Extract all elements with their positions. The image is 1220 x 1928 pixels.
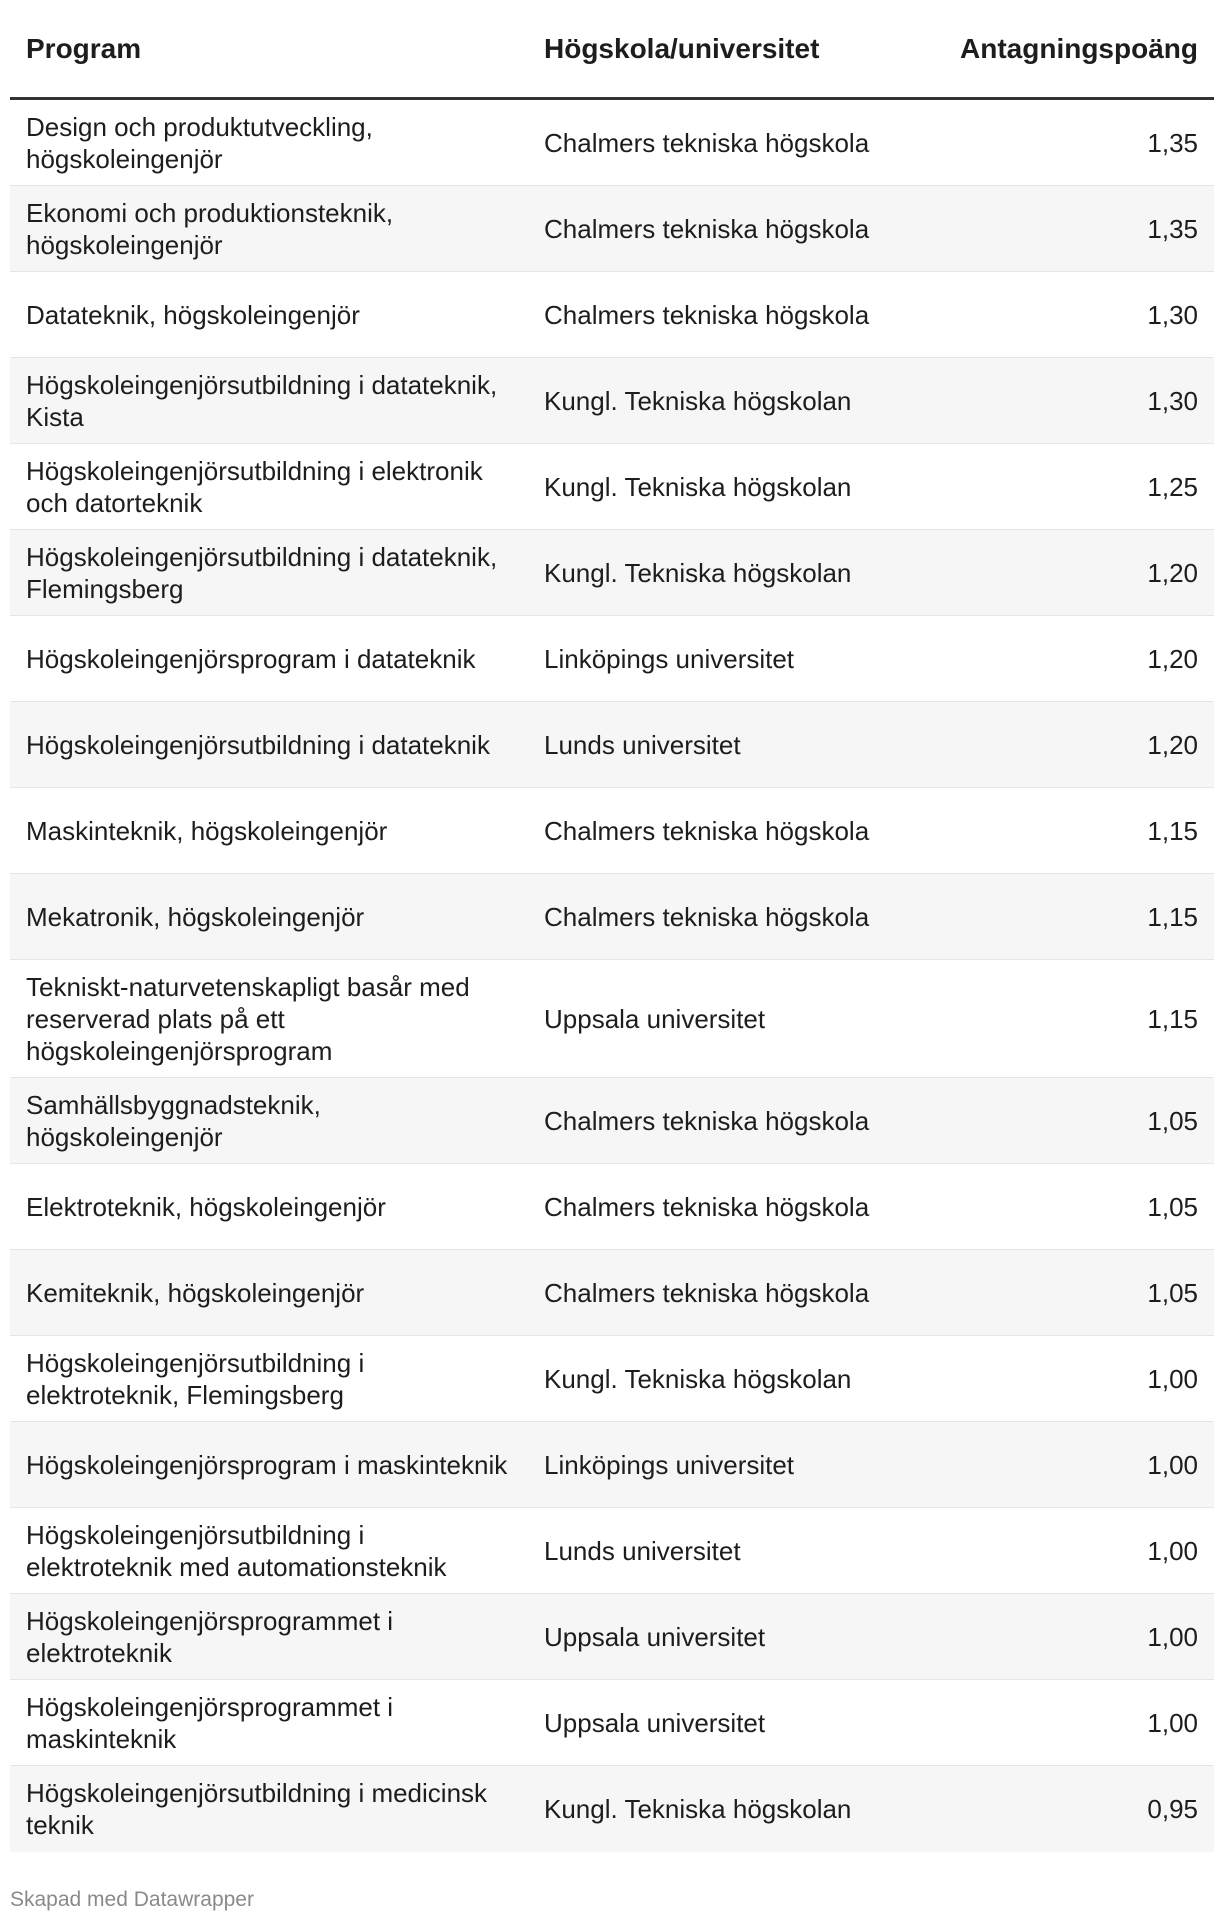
- table-row: [10, 272, 1214, 358]
- cell-score: 1,05: [1147, 1191, 1198, 1222]
- cell-program: Ekonomi och produktionsteknik, högskoleingenjör: [26, 197, 394, 260]
- cell-school: Uppsala universitet: [544, 1707, 766, 1738]
- cell-score: 1,30: [1147, 385, 1198, 416]
- table-row: [10, 358, 1214, 444]
- table-row: [10, 1422, 1214, 1508]
- cell-school: Uppsala universitet: [544, 1003, 766, 1034]
- cell-program: Högskoleingenjörsutbildning i datateknik, Flemingsberg: [26, 541, 498, 604]
- cell-school: Kungl. Tekniska högskolan: [544, 1363, 852, 1394]
- table-row: [10, 702, 1214, 788]
- cell-school: Lunds universitet: [544, 1535, 741, 1566]
- cell-score: 1,20: [1147, 643, 1198, 674]
- header-program[interactable]: Program: [26, 32, 142, 64]
- cell-score: 1,15: [1147, 815, 1198, 846]
- cell-program: Datateknik, högskoleingenjör: [26, 299, 360, 330]
- cell-score: 1,20: [1147, 557, 1198, 588]
- cell-score: 1,00: [1147, 1535, 1198, 1566]
- cell-school: Kungl. Tekniska högskolan: [544, 471, 852, 502]
- cell-program: Maskinteknik, högskoleingenjör: [26, 815, 388, 846]
- cell-score: 1,35: [1147, 127, 1198, 158]
- table-container: [10, 0, 1214, 1912]
- cell-school: Lunds universitet: [544, 729, 741, 760]
- table-row: [10, 100, 1214, 186]
- cell-score: 1,00: [1147, 1449, 1198, 1480]
- cell-school: Kungl. Tekniska högskolan: [544, 557, 852, 588]
- table-row: [10, 788, 1214, 874]
- table-row: [10, 1250, 1214, 1336]
- cell-score: 1,00: [1147, 1621, 1198, 1652]
- table-row: [10, 1508, 1214, 1594]
- cell-score: 1,30: [1147, 299, 1198, 330]
- table-row: [10, 874, 1214, 960]
- cell-program: Högskoleingenjörsprogrammet i maskinteknik: [26, 1691, 394, 1754]
- credit-text: Skapad med Datawrapper: [10, 1888, 254, 1911]
- cell-program: Samhällsbyggnadsteknik, högskoleingenjör: [26, 1089, 321, 1152]
- cell-school: Chalmers tekniska högskola: [544, 299, 870, 330]
- cell-school: Chalmers tekniska högskola: [544, 213, 870, 244]
- cell-program: Högskoleingenjörsprogram i maskinteknik: [26, 1449, 508, 1480]
- cell-score: 1,15: [1147, 901, 1198, 932]
- cell-program: Högskoleingenjörsprogram i datateknik: [26, 643, 476, 674]
- table-row: [10, 1594, 1214, 1680]
- cell-score: 1,00: [1147, 1707, 1198, 1738]
- cell-program: Kemiteknik, högskoleingenjör: [26, 1277, 365, 1308]
- cell-school: Linköpings universitet: [544, 643, 795, 674]
- table-body: [10, 100, 1214, 1852]
- table-row: [10, 1164, 1214, 1250]
- cell-school: Chalmers tekniska högskola: [544, 901, 870, 932]
- table-row: [10, 444, 1214, 530]
- table-row: [10, 960, 1214, 1078]
- table-row: [10, 1336, 1214, 1422]
- cell-program: Högskoleingenjörsutbildning i medicinsk teknik: [26, 1778, 488, 1840]
- cell-program: Högskoleingenjörsutbildning i datateknik, Kista: [26, 369, 498, 432]
- cell-school: Uppsala universitet: [544, 1621, 766, 1652]
- cell-score: 1,35: [1147, 213, 1198, 244]
- cell-program: Elektroteknik, högskoleingenjör: [26, 1191, 386, 1222]
- table-row: [10, 530, 1214, 616]
- table-row: [10, 1078, 1214, 1164]
- cell-program: Högskoleingenjörsutbildning i datateknik: [26, 729, 490, 760]
- cell-program: Högskoleingenjörsutbildning i elektroteknik, Flemingsberg: [26, 1347, 365, 1410]
- cell-program: Tekniskt-naturvetenskapligt basår med reserverad plats på ett högskoleingenjörsprogram: [26, 971, 470, 1066]
- cell-score: 1,20: [1147, 729, 1198, 760]
- cell-score: 1,05: [1147, 1277, 1198, 1308]
- cell-school: Chalmers tekniska högskola: [544, 127, 870, 158]
- table-row: [10, 616, 1214, 702]
- header-school[interactable]: Högskola/universitet: [544, 32, 820, 64]
- cell-program: Högskoleingenjörsprogrammet i elektroteknik: [26, 1605, 394, 1668]
- cell-school: Chalmers tekniska högskola: [544, 815, 870, 846]
- table-row: [10, 186, 1214, 272]
- cell-score: 1,05: [1147, 1105, 1198, 1136]
- cell-school: Linköpings universitet: [544, 1449, 795, 1480]
- cell-program: Mekatronik, högskoleingenjör: [26, 901, 365, 932]
- cell-score: 1,00: [1147, 1363, 1198, 1394]
- table-row: [10, 1766, 1214, 1852]
- cell-school: Chalmers tekniska högskola: [544, 1105, 870, 1136]
- cell-school: Chalmers tekniska högskola: [544, 1277, 870, 1308]
- cell-program: Design och produktutveckling, högskoleingenjör: [26, 111, 373, 174]
- table-row: [10, 1680, 1214, 1766]
- cell-score: 1,25: [1147, 471, 1198, 502]
- cell-score: 1,15: [1147, 1003, 1198, 1034]
- table-header: [10, 0, 1214, 100]
- cell-school: Chalmers tekniska högskola: [544, 1191, 870, 1222]
- header-score[interactable]: Antagningspoäng: [960, 32, 1198, 64]
- cell-school: Kungl. Tekniska högskolan: [544, 385, 852, 416]
- cell-score: 0,95: [1147, 1794, 1198, 1824]
- cell-school: Kungl. Tekniska högskolan: [544, 1794, 852, 1824]
- cell-program: Högskoleingenjörsutbildning i elektroteknik med automationsteknik: [26, 1519, 447, 1582]
- cell-program: Högskoleingenjörsutbildning i elektronik och datorteknik: [26, 455, 483, 518]
